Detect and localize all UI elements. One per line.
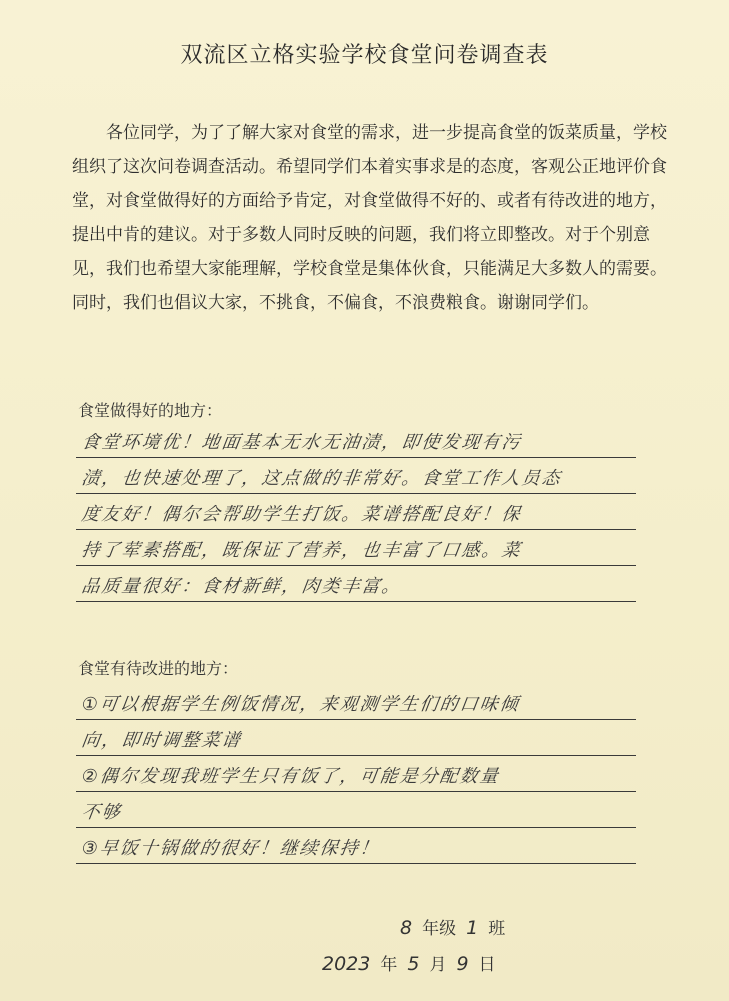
intro-paragraph	[72, 116, 672, 320]
signature-class	[396, 914, 511, 939]
handwritten-answer: 渍，也快速处理了，这点做的非常好。食堂工作人员态	[80, 468, 564, 489]
grade-value: 8	[400, 917, 413, 939]
handwritten-answer: ①可以根据学生例饭情况，来观测学生们的口味倾	[80, 694, 522, 715]
day-value: 9	[456, 953, 469, 975]
handwritten-answer: 向，即时调整菜谱	[80, 730, 244, 751]
intro-text: 各位同学，为了了解大家对食堂的需求，进一步提高食堂的饭菜质量，学校组织了这次问卷调查活动。希望同学们本着实事求是的态度，客观公正地评价食堂，对食堂做得好的方面给予肯定，对食堂做得不好的、或者有待改进的地方，提出中肯的建议。对于多数人同时反映的问题，我们将立即整改。对于个别意见，我们也希望大家能理解，学校食堂是集体伙食，只能满足大多数人的需要。同时，我们也倡议大家，不挑食，不偏食，不浪费粮食。谢谢同学们。	[72, 123, 667, 313]
handwritten-answer: 度友好！偶尔会帮助学生打饭。菜谱搭配良好！保	[80, 504, 524, 525]
improve-section-lines	[76, 684, 636, 864]
handwritten-answer: 持了荤素搭配，既保证了营养，也丰富了口感。菜	[80, 540, 524, 561]
handwritten-answer: ②偶尔发现我班学生只有饭了，可能是分配数量	[80, 766, 502, 787]
ruled-line	[76, 530, 636, 566]
handwritten-answer: 品质量很好：食材新鲜，肉类丰富。	[80, 576, 404, 597]
handwritten-answer: 食堂环境优！地面基本无水无油渍，即使发现有污	[80, 432, 524, 453]
month-value: 5	[407, 953, 420, 975]
grade-label: 年级	[422, 919, 457, 939]
ruled-line	[76, 422, 636, 458]
ruled-line	[76, 792, 636, 828]
class-value: 1	[466, 917, 479, 939]
ruled-line	[76, 458, 636, 494]
year-value: 2023	[322, 953, 371, 975]
month-label: 月	[429, 955, 447, 975]
handwritten-answer: 不够	[80, 802, 124, 823]
signature-date	[318, 950, 502, 975]
page-title: 双流区立格实验学校食堂问卷调查表	[180, 43, 549, 68]
good-section-lines	[76, 422, 636, 602]
improve-section-label: 食堂有待改进的地方：	[78, 659, 239, 678]
ruled-line	[76, 828, 636, 864]
ruled-line	[76, 756, 636, 792]
ruled-line	[76, 684, 636, 720]
day-label: 日	[478, 955, 496, 975]
class-label: 班	[488, 919, 506, 939]
ruled-line	[76, 494, 636, 530]
good-section-label: 食堂做得好的地方：	[78, 401, 223, 420]
year-label: 年	[380, 955, 398, 975]
handwritten-answer: ③早饭十锅做的很好！继续保持！	[80, 838, 382, 859]
ruled-line	[76, 720, 636, 756]
ruled-line	[76, 566, 636, 602]
